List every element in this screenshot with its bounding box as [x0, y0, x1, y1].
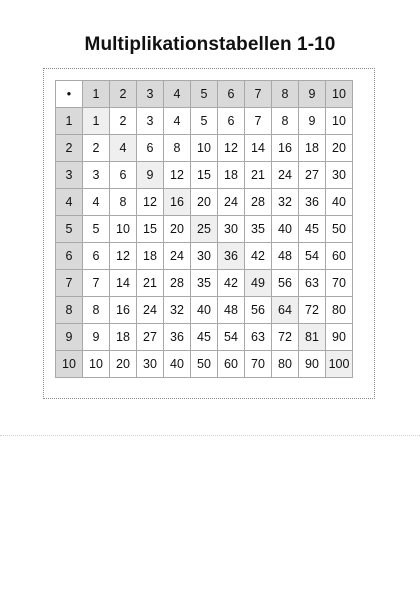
- product-cell: 40: [164, 351, 191, 378]
- product-cell: 3: [137, 108, 164, 135]
- corner-cell: •: [56, 81, 83, 108]
- product-cell: 63: [299, 270, 326, 297]
- square-cell: 49: [245, 270, 272, 297]
- product-cell: 27: [299, 162, 326, 189]
- column-header: 2: [110, 81, 137, 108]
- product-cell: 16: [110, 297, 137, 324]
- product-cell: 40: [326, 189, 353, 216]
- product-cell: 14: [245, 135, 272, 162]
- product-cell: 2: [83, 135, 110, 162]
- product-cell: 35: [245, 216, 272, 243]
- square-cell: 36: [218, 243, 245, 270]
- column-header: 1: [83, 81, 110, 108]
- product-cell: 32: [164, 297, 191, 324]
- product-cell: 5: [83, 216, 110, 243]
- product-cell: 12: [218, 135, 245, 162]
- product-cell: 28: [245, 189, 272, 216]
- table-row: [56, 351, 353, 378]
- table-row: [56, 108, 353, 135]
- product-cell: 12: [164, 162, 191, 189]
- product-cell: 60: [326, 243, 353, 270]
- product-cell: 20: [164, 216, 191, 243]
- square-cell: 64: [272, 297, 299, 324]
- row-header: 4: [56, 189, 83, 216]
- product-cell: 70: [326, 270, 353, 297]
- product-cell: 15: [191, 162, 218, 189]
- product-cell: 35: [191, 270, 218, 297]
- product-cell: 6: [110, 162, 137, 189]
- product-cell: 50: [191, 351, 218, 378]
- product-cell: 27: [137, 324, 164, 351]
- table-row: [56, 135, 353, 162]
- column-header: 8: [272, 81, 299, 108]
- product-cell: 6: [218, 108, 245, 135]
- column-header: 3: [137, 81, 164, 108]
- product-cell: 21: [245, 162, 272, 189]
- column-header: 7: [245, 81, 272, 108]
- table-row: [56, 243, 353, 270]
- fold-divider: [0, 435, 420, 436]
- product-cell: 15: [137, 216, 164, 243]
- product-cell: 90: [299, 351, 326, 378]
- product-cell: 9: [83, 324, 110, 351]
- product-cell: 7: [245, 108, 272, 135]
- product-cell: 10: [191, 135, 218, 162]
- square-cell: 25: [191, 216, 218, 243]
- product-cell: 3: [83, 162, 110, 189]
- product-cell: 24: [272, 162, 299, 189]
- row-header: 7: [56, 270, 83, 297]
- column-header: 4: [164, 81, 191, 108]
- product-cell: 45: [191, 324, 218, 351]
- product-cell: 60: [218, 351, 245, 378]
- product-cell: 2: [110, 108, 137, 135]
- product-cell: 8: [83, 297, 110, 324]
- product-cell: 24: [164, 243, 191, 270]
- square-cell: 9: [137, 162, 164, 189]
- product-cell: 90: [326, 324, 353, 351]
- product-cell: 8: [272, 108, 299, 135]
- product-cell: 16: [272, 135, 299, 162]
- square-cell: 1: [83, 108, 110, 135]
- product-cell: 56: [272, 270, 299, 297]
- table-row: [56, 297, 353, 324]
- product-cell: 28: [164, 270, 191, 297]
- column-header: 6: [218, 81, 245, 108]
- product-cell: 50: [326, 216, 353, 243]
- product-cell: 40: [191, 297, 218, 324]
- row-header: 1: [56, 108, 83, 135]
- row-header: 6: [56, 243, 83, 270]
- square-cell: 81: [299, 324, 326, 351]
- table-row: [56, 162, 353, 189]
- product-cell: 7: [83, 270, 110, 297]
- product-cell: 18: [299, 135, 326, 162]
- product-cell: 20: [191, 189, 218, 216]
- product-cell: 32: [272, 189, 299, 216]
- row-header: 10: [56, 351, 83, 378]
- product-cell: 80: [272, 351, 299, 378]
- product-cell: 8: [110, 189, 137, 216]
- product-cell: 12: [137, 189, 164, 216]
- product-cell: 10: [83, 351, 110, 378]
- product-cell: 6: [137, 135, 164, 162]
- product-cell: 4: [164, 108, 191, 135]
- row-header: 3: [56, 162, 83, 189]
- square-cell: 100: [326, 351, 353, 378]
- product-cell: 30: [191, 243, 218, 270]
- table-row: [56, 189, 353, 216]
- page-title: Multiplikationstabellen 1-10: [84, 34, 336, 55]
- row-header: 2: [56, 135, 83, 162]
- product-cell: 63: [245, 324, 272, 351]
- product-cell: 36: [299, 189, 326, 216]
- product-cell: 14: [110, 270, 137, 297]
- header-row: [56, 81, 353, 108]
- product-cell: 42: [245, 243, 272, 270]
- product-cell: 80: [326, 297, 353, 324]
- product-cell: 54: [218, 324, 245, 351]
- product-cell: 21: [137, 270, 164, 297]
- product-cell: 24: [137, 297, 164, 324]
- row-header: 5: [56, 216, 83, 243]
- multiplication-table: [55, 80, 353, 378]
- product-cell: 48: [218, 297, 245, 324]
- product-cell: 18: [110, 324, 137, 351]
- row-header: 8: [56, 297, 83, 324]
- product-cell: 8: [164, 135, 191, 162]
- product-cell: 40: [272, 216, 299, 243]
- product-cell: 42: [218, 270, 245, 297]
- square-cell: 16: [164, 189, 191, 216]
- product-cell: 12: [110, 243, 137, 270]
- product-cell: 72: [272, 324, 299, 351]
- product-cell: 9: [299, 108, 326, 135]
- table-row: [56, 324, 353, 351]
- product-cell: 4: [83, 189, 110, 216]
- product-cell: 36: [164, 324, 191, 351]
- product-cell: 18: [218, 162, 245, 189]
- product-cell: 10: [326, 108, 353, 135]
- product-cell: 30: [326, 162, 353, 189]
- product-cell: 72: [299, 297, 326, 324]
- product-cell: 20: [110, 351, 137, 378]
- row-header: 9: [56, 324, 83, 351]
- product-cell: 45: [299, 216, 326, 243]
- product-cell: 6: [83, 243, 110, 270]
- product-cell: 48: [272, 243, 299, 270]
- product-cell: 20: [326, 135, 353, 162]
- product-cell: 56: [245, 297, 272, 324]
- product-cell: 30: [218, 216, 245, 243]
- column-header: 5: [191, 81, 218, 108]
- product-cell: 70: [245, 351, 272, 378]
- table-row: [56, 270, 353, 297]
- table-frame: [43, 68, 375, 399]
- product-cell: 5: [191, 108, 218, 135]
- product-cell: 10: [110, 216, 137, 243]
- product-cell: 24: [218, 189, 245, 216]
- column-header: 10: [326, 81, 353, 108]
- product-cell: 18: [137, 243, 164, 270]
- column-header: 9: [299, 81, 326, 108]
- product-cell: 54: [299, 243, 326, 270]
- table-row: [56, 216, 353, 243]
- product-cell: 30: [137, 351, 164, 378]
- square-cell: 4: [110, 135, 137, 162]
